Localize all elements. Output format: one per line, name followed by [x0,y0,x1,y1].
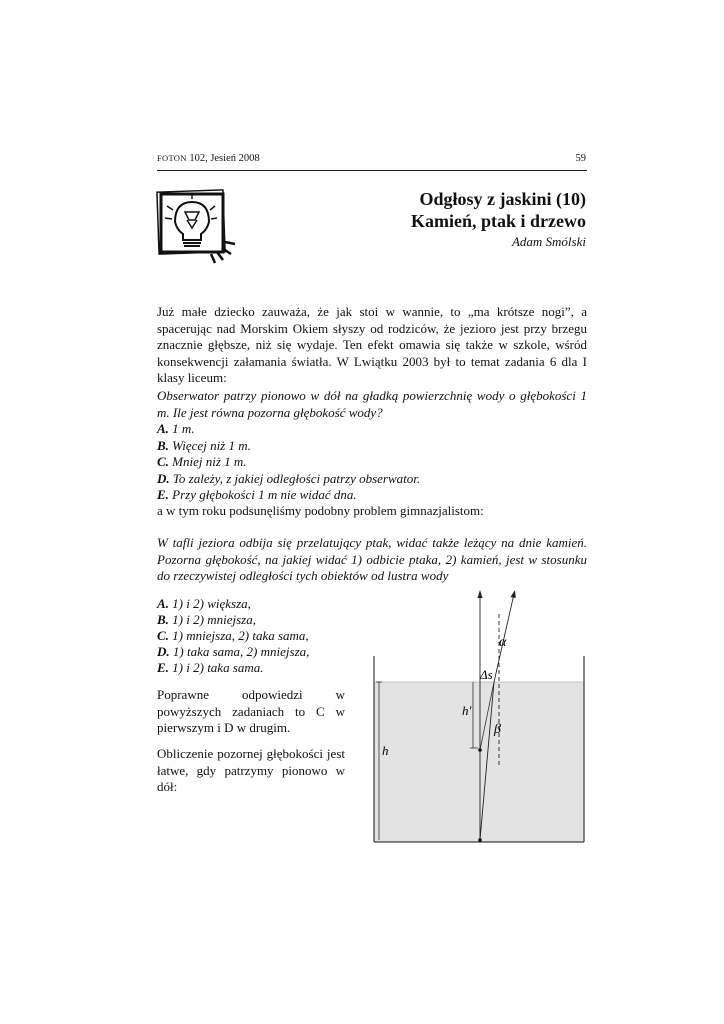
lightbulb-logo-icon [155,188,240,268]
q1-option-e: E. Przy głębokości 1 m nie widać dna. [157,487,357,502]
refraction-diagram [368,590,590,844]
article-author: Adam Smólski [511,234,586,249]
label-h: h [382,743,389,758]
article-title-line2: Kamień, ptak i drzewo [411,211,586,231]
stone-point [478,838,482,842]
bridge-paragraph: a w tym roku podsunęliśmy podobny problem gimnazjalistom: [157,503,484,518]
label-alpha: α [499,635,507,650]
label-h-prime: h' [462,703,472,718]
header-rule [157,170,587,171]
label-delta-s: Δs [480,667,493,682]
question2-text: W tafli jeziora odbija się przelatujący ptak, widać także leżący na dnie kamień. Pozorna głębokość, na jakiej widać 1) odbicie ptaka, 2) kamień, jest w stosunku do rzeczywistej odległości tych obiektów od lustra wody [157,535,587,583]
q2-option-a: A. 1) i 2) większa, [157,596,251,611]
water-region [374,682,584,842]
running-header-journal [157,153,260,164]
answers-paragraph: Poprawne odpowiedzi w powyższych zadaniach to C w pierwszym i D w drugim. [157,687,345,735]
refracted-ray-arrow [511,590,516,598]
question1-block [157,388,587,504]
vertical-ray-arrow [478,590,483,598]
q2-option-c: C. 1) mniejsza, 2) taka sama, [157,628,309,643]
q2-option-b: B. 1) i 2) mniejsza, [157,612,256,627]
q1-option-d: D. To zależy, z jakiej odległości patrzy obserwator. [157,470,421,486]
calculation-paragraph: Obliczenie pozornej głębokości jest łatwe, gdy patrzymy pionowo w dół: [157,746,345,794]
question1-text: Obserwator patrzy pionowo w dół na gładką powierzchnię wody o głębokości 1 m. Ile jest równa pozorna głębokość wody? [157,388,587,420]
q1-option-b: B. Więcej niż 1 m. [157,437,251,453]
q1-option-c: C. Mniej niż 1 m. [157,454,247,469]
apparent-stone-point [478,748,482,752]
journal-name: FOTON [157,153,187,163]
page-number: 59 [575,153,586,164]
q1-option-a: A. 1 m. [157,421,195,436]
article-title-line1: Odgłosy z jaskini (10) [419,189,586,209]
intro-paragraph: Już małe dziecko zauważa, że jak stoi w wannie, to „ma krótsze nogi”, a spacerując nad Morskim Okiem słyszy od rodziców, że jezioro jest przy brzegu znacznie głębsze, niż się wydaje. Ten efekt omawia się także w szkole, wśród konsekwencji załamania światła. W Lwiątku 2003 był to temat zadania 6 dla I klasy liceum: [157,304,587,385]
q2-option-e: E. 1) i 2) taka sama. [157,660,264,675]
label-beta: β [494,722,501,737]
issue-info: 102, Jesień 2008 [186,153,260,164]
q2-option-d: D. 1) taka sama, 2) mniejsza, [157,644,310,659]
question2-options [157,596,357,676]
